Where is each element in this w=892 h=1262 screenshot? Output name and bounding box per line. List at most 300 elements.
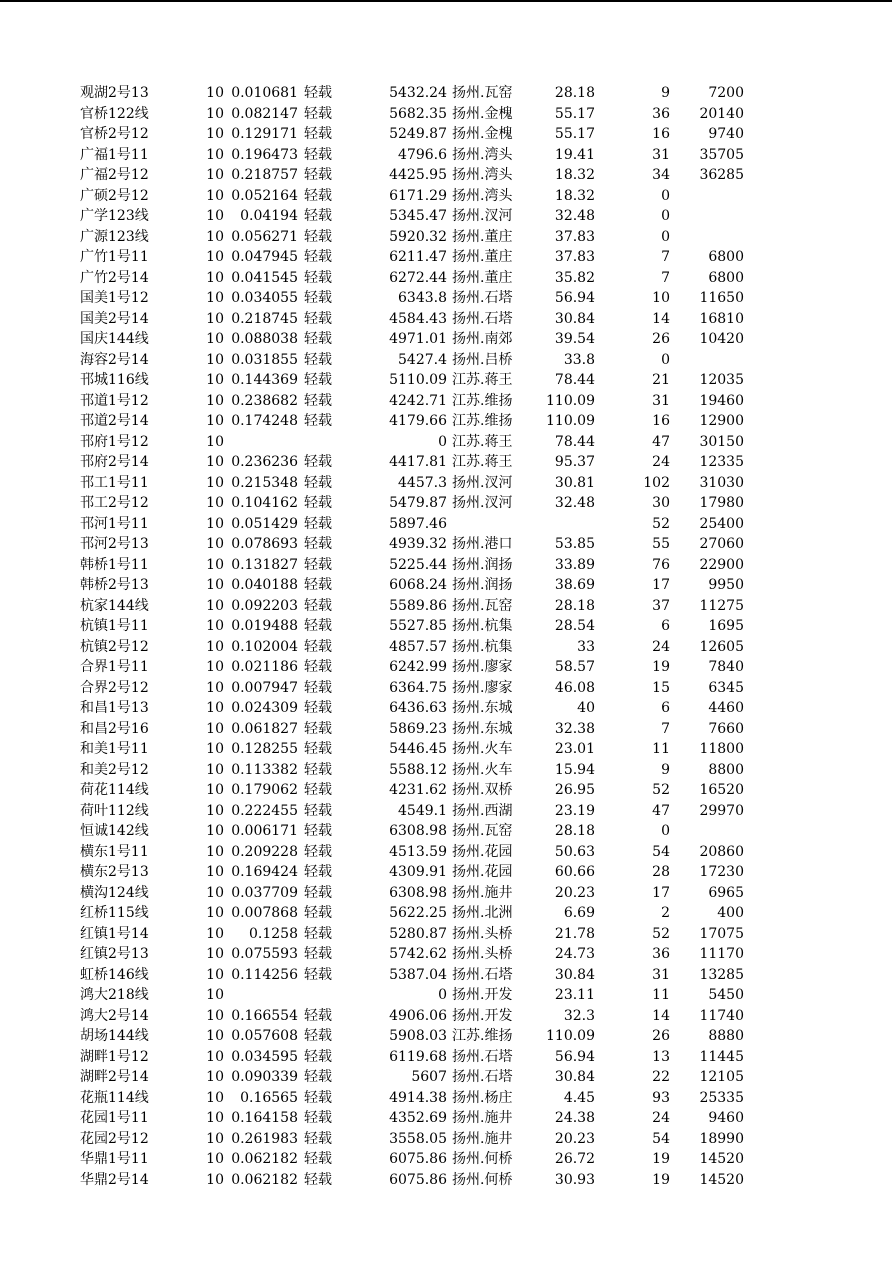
count-cell[interactable]: 7: [661, 720, 670, 737]
capacity-cell[interactable]: 5869.23: [389, 720, 447, 737]
load-rate-cell[interactable]: 0.215348: [231, 474, 298, 491]
count-cell[interactable]: 0: [661, 351, 670, 368]
load-status-cell[interactable]: 轻载: [304, 290, 332, 306]
capacity-total-cell[interactable]: 19460: [699, 392, 744, 409]
voltage-cell[interactable]: 10: [206, 597, 224, 614]
load-rate-cell[interactable]: 0.1258: [249, 925, 298, 942]
line-name-cell[interactable]: 广竹2号14: [80, 269, 149, 286]
length-cell[interactable]: 24.38: [554, 1110, 595, 1126]
length-cell[interactable]: 19.41: [554, 146, 595, 163]
load-rate-cell[interactable]: 0.164158: [231, 1110, 298, 1126]
substation-cell[interactable]: 扬州.吕桥: [452, 351, 513, 368]
length-cell[interactable]: 33: [577, 638, 595, 655]
count-cell[interactable]: 0: [661, 187, 670, 204]
substation-cell[interactable]: 江苏.维扬: [452, 1028, 513, 1044]
line-name-cell[interactable]: 华鼎1号11: [80, 1151, 149, 1167]
length-cell[interactable]: 18.32: [554, 187, 595, 204]
voltage-cell[interactable]: 10: [206, 843, 224, 860]
capacity-cell[interactable]: 5432.24: [389, 85, 447, 101]
capacity-total-cell[interactable]: 9460: [708, 1110, 744, 1126]
substation-cell[interactable]: 扬州.南郊: [452, 331, 513, 347]
count-cell[interactable]: 11: [652, 987, 670, 1003]
count-cell[interactable]: 22: [652, 1069, 670, 1085]
line-name-cell[interactable]: 邗工1号11: [80, 474, 149, 491]
substation-cell[interactable]: 扬州.石塔: [452, 290, 513, 306]
capacity-cell[interactable]: 5607: [411, 1069, 447, 1085]
line-name-cell[interactable]: 广竹1号11: [80, 249, 149, 265]
load-rate-cell[interactable]: 0.057608: [231, 1028, 298, 1044]
voltage-cell[interactable]: 10: [206, 1171, 224, 1188]
load-status-cell[interactable]: 轻载: [304, 515, 332, 532]
length-cell[interactable]: 32.48: [554, 208, 595, 224]
capacity-total-cell[interactable]: 9950: [708, 577, 744, 593]
count-cell[interactable]: 31: [652, 392, 670, 409]
voltage-cell[interactable]: 10: [206, 495, 224, 511]
capacity-cell[interactable]: 6308.98: [389, 823, 447, 839]
count-cell[interactable]: 17: [652, 884, 670, 901]
load-rate-cell[interactable]: 0.047945: [231, 249, 298, 265]
length-cell[interactable]: 78.44: [554, 372, 595, 388]
voltage-cell[interactable]: 10: [206, 1048, 224, 1065]
count-cell[interactable]: 21: [652, 372, 670, 388]
load-status-cell[interactable]: 轻载: [304, 249, 332, 265]
count-cell[interactable]: 16: [652, 413, 670, 429]
substation-cell[interactable]: 扬州.何桥: [452, 1151, 513, 1167]
length-cell[interactable]: 23.01: [554, 741, 595, 757]
count-cell[interactable]: 26: [652, 331, 670, 347]
capacity-total-cell[interactable]: 12105: [699, 1069, 744, 1085]
capacity-total-cell[interactable]: 8880: [708, 1028, 744, 1044]
voltage-cell[interactable]: 10: [206, 905, 224, 921]
voltage-cell[interactable]: 10: [206, 741, 224, 757]
length-cell[interactable]: 58.57: [554, 659, 595, 675]
line-name-cell[interactable]: 广学123线: [80, 208, 149, 224]
capacity-cell[interactable]: 5527.85: [389, 618, 447, 634]
capacity-total-cell[interactable]: 6800: [708, 269, 744, 286]
substation-cell[interactable]: 扬州.金槐: [452, 126, 513, 142]
capacity-cell[interactable]: 5589.86: [389, 597, 447, 614]
length-cell[interactable]: 50.63: [554, 843, 595, 860]
capacity-total-cell[interactable]: 12900: [699, 413, 744, 429]
substation-cell[interactable]: 扬州.石塔: [452, 1048, 513, 1065]
count-cell[interactable]: 34: [652, 167, 670, 183]
voltage-cell[interactable]: 10: [206, 802, 224, 819]
voltage-cell[interactable]: 10: [206, 1151, 224, 1167]
capacity-cell[interactable]: 4857.57: [389, 638, 447, 655]
substation-cell[interactable]: 扬州.湾头: [452, 167, 513, 183]
line-name-cell[interactable]: 和美2号12: [80, 761, 149, 778]
line-name-cell[interactable]: 荷花114线: [80, 782, 149, 798]
capacity-cell[interactable]: 6171.29: [389, 187, 447, 204]
load-rate-cell[interactable]: 0.129171: [231, 126, 298, 142]
length-cell[interactable]: 26.95: [554, 782, 595, 798]
length-cell[interactable]: 24.73: [554, 946, 595, 962]
voltage-cell[interactable]: 10: [206, 1007, 224, 1024]
count-cell[interactable]: 30: [652, 495, 670, 511]
count-cell[interactable]: 16: [652, 126, 670, 142]
count-cell[interactable]: 0: [661, 208, 670, 224]
voltage-cell[interactable]: 10: [206, 433, 224, 450]
count-cell[interactable]: 102: [643, 474, 670, 491]
voltage-cell[interactable]: 10: [206, 556, 224, 573]
capacity-cell[interactable]: 6364.75: [389, 679, 447, 696]
capacity-total-cell[interactable]: 11275: [699, 597, 744, 614]
length-cell[interactable]: 46.08: [554, 679, 595, 696]
length-cell[interactable]: 30.84: [554, 966, 595, 983]
voltage-cell[interactable]: 10: [206, 679, 224, 696]
capacity-cell[interactable]: 4513.59: [389, 843, 447, 860]
capacity-cell[interactable]: 4906.06: [389, 1007, 447, 1024]
count-cell[interactable]: 28: [652, 864, 670, 880]
capacity-total-cell[interactable]: 11170: [699, 946, 744, 962]
line-name-cell[interactable]: 广福2号12: [80, 167, 149, 183]
line-name-cell[interactable]: 合界1号11: [80, 659, 149, 675]
capacity-cell[interactable]: 5908.03: [389, 1028, 447, 1044]
voltage-cell[interactable]: 10: [206, 208, 224, 224]
load-rate-cell[interactable]: 0.114256: [231, 966, 298, 983]
length-cell[interactable]: 23.19: [554, 802, 595, 819]
load-rate-cell[interactable]: 0.169424: [231, 864, 298, 880]
load-status-cell[interactable]: 轻载: [304, 577, 332, 593]
length-cell[interactable]: 60.66: [554, 864, 595, 880]
load-rate-cell[interactable]: 0.052164: [231, 187, 298, 204]
capacity-total-cell[interactable]: 25400: [699, 515, 744, 532]
capacity-cell[interactable]: 4796.6: [398, 146, 447, 163]
voltage-cell[interactable]: 10: [206, 331, 224, 347]
substation-cell[interactable]: 扬州.花园: [452, 843, 513, 860]
substation-cell[interactable]: 扬州.花园: [452, 864, 513, 880]
voltage-cell[interactable]: 10: [206, 351, 224, 368]
load-status-cell[interactable]: 轻载: [304, 761, 332, 778]
length-cell[interactable]: 15.94: [554, 761, 595, 778]
load-rate-cell[interactable]: 0.131827: [231, 556, 298, 573]
load-rate-cell[interactable]: 0.007868: [231, 905, 298, 921]
voltage-cell[interactable]: 10: [206, 105, 224, 122]
load-status-cell[interactable]: 轻载: [304, 659, 332, 675]
load-status-cell[interactable]: 轻载: [304, 413, 332, 429]
voltage-cell[interactable]: 10: [206, 146, 224, 163]
load-rate-cell[interactable]: 0.102004: [231, 638, 298, 655]
capacity-cell[interactable]: 4939.32: [389, 536, 447, 552]
substation-cell[interactable]: 扬州.开发: [452, 1007, 513, 1024]
load-status-cell[interactable]: 轻载: [304, 536, 332, 552]
count-cell[interactable]: 52: [652, 515, 670, 532]
capacity-cell[interactable]: 6211.47: [389, 249, 447, 265]
load-status-cell[interactable]: 轻载: [304, 454, 332, 470]
capacity-total-cell[interactable]: 7840: [708, 659, 744, 675]
voltage-cell[interactable]: 10: [206, 290, 224, 306]
load-rate-cell[interactable]: 0.061827: [231, 720, 298, 737]
load-rate-cell[interactable]: 0.222455: [231, 802, 298, 819]
count-cell[interactable]: 19: [652, 1151, 670, 1167]
substation-cell[interactable]: 江苏.蒋王: [452, 454, 513, 470]
load-status-cell[interactable]: 轻载: [304, 269, 332, 286]
load-status-cell[interactable]: 轻载: [304, 946, 332, 962]
voltage-cell[interactable]: 10: [206, 413, 224, 429]
substation-cell[interactable]: 扬州.施井: [452, 884, 513, 901]
substation-cell[interactable]: 扬州.瓦窑: [452, 85, 513, 101]
capacity-cell[interactable]: 4971.01: [389, 331, 447, 347]
substation-cell[interactable]: 扬州.汊河: [452, 495, 513, 511]
capacity-total-cell[interactable]: 400: [717, 905, 744, 921]
load-status-cell[interactable]: 轻载: [304, 474, 332, 491]
capacity-total-cell[interactable]: 20860: [699, 843, 744, 860]
count-cell[interactable]: 26: [652, 1028, 670, 1044]
substation-cell[interactable]: 扬州.杨庄: [452, 1089, 513, 1106]
load-status-cell[interactable]: 轻载: [304, 1007, 332, 1024]
capacity-cell[interactable]: 6308.98: [389, 884, 447, 901]
substation-cell[interactable]: 扬州.石塔: [452, 310, 513, 327]
load-rate-cell[interactable]: 0.144369: [231, 372, 298, 388]
substation-cell[interactable]: 扬州.施井: [452, 1110, 513, 1126]
voltage-cell[interactable]: 10: [206, 536, 224, 552]
capacity-total-cell[interactable]: 13285: [699, 966, 744, 983]
capacity-cell[interactable]: 4457.3: [398, 474, 447, 491]
voltage-cell[interactable]: 10: [206, 925, 224, 942]
count-cell[interactable]: 55: [652, 536, 670, 552]
line-name-cell[interactable]: 横东2号13: [80, 864, 149, 880]
load-rate-cell[interactable]: 0.040188: [231, 577, 298, 593]
line-name-cell[interactable]: 国美1号12: [80, 290, 149, 306]
substation-cell[interactable]: 扬州.润扬: [452, 577, 513, 593]
load-status-cell[interactable]: 轻载: [304, 905, 332, 921]
count-cell[interactable]: 10: [652, 290, 670, 306]
capacity-total-cell[interactable]: 20140: [699, 105, 744, 122]
length-cell[interactable]: 95.37: [554, 454, 595, 470]
count-cell[interactable]: 36: [652, 105, 670, 122]
line-name-cell[interactable]: 横沟124线: [80, 884, 149, 901]
capacity-total-cell[interactable]: 9740: [708, 126, 744, 142]
count-cell[interactable]: 2: [661, 905, 670, 921]
load-rate-cell[interactable]: 0.092203: [231, 597, 298, 614]
load-status-cell[interactable]: 轻载: [304, 351, 332, 368]
count-cell[interactable]: 9: [661, 85, 670, 101]
line-name-cell[interactable]: 湖畔2号14: [80, 1069, 149, 1085]
voltage-cell[interactable]: 10: [206, 310, 224, 327]
substation-cell[interactable]: 江苏.维扬: [452, 392, 513, 409]
substation-cell[interactable]: 扬州.廖家: [452, 659, 513, 675]
length-cell[interactable]: 28.18: [554, 823, 595, 839]
substation-cell[interactable]: 扬州.董庄: [452, 269, 513, 286]
load-status-cell[interactable]: 轻载: [304, 1171, 332, 1188]
length-cell[interactable]: 32.48: [554, 495, 595, 511]
length-cell[interactable]: 35.82: [554, 269, 595, 286]
substation-cell[interactable]: 扬州.瓦窑: [452, 823, 513, 839]
capacity-total-cell[interactable]: 6800: [708, 249, 744, 265]
capacity-total-cell[interactable]: 16520: [699, 782, 744, 798]
load-rate-cell[interactable]: 0.024309: [231, 700, 298, 716]
length-cell[interactable]: 55.17: [554, 126, 595, 142]
load-status-cell[interactable]: 轻载: [304, 1069, 332, 1085]
load-status-cell[interactable]: 轻载: [304, 556, 332, 573]
length-cell[interactable]: 56.94: [554, 290, 595, 306]
load-rate-cell[interactable]: 0.218745: [231, 310, 298, 327]
voltage-cell[interactable]: 10: [206, 126, 224, 142]
voltage-cell[interactable]: 10: [206, 249, 224, 265]
capacity-total-cell[interactable]: 17230: [699, 864, 744, 880]
load-status-cell[interactable]: 轻载: [304, 966, 332, 983]
length-cell[interactable]: 56.94: [554, 1048, 595, 1065]
line-name-cell[interactable]: 花园2号12: [80, 1130, 149, 1147]
length-cell[interactable]: 33.89: [554, 556, 595, 573]
capacity-total-cell[interactable]: 35705: [699, 146, 744, 163]
substation-cell[interactable]: 江苏.维扬: [452, 413, 513, 429]
length-cell[interactable]: 38.69: [554, 577, 595, 593]
count-cell[interactable]: 11: [652, 741, 670, 757]
load-rate-cell[interactable]: 0.238682: [231, 392, 298, 409]
substation-cell[interactable]: 江苏.蒋王: [452, 433, 513, 450]
capacity-cell[interactable]: 5225.44: [389, 556, 447, 573]
load-status-cell[interactable]: 轻载: [304, 638, 332, 655]
length-cell[interactable]: 110.09: [546, 392, 595, 409]
line-name-cell[interactable]: 邗道1号12: [80, 392, 149, 409]
count-cell[interactable]: 54: [652, 843, 670, 860]
line-name-cell[interactable]: 鸿大218线: [80, 987, 149, 1003]
capacity-cell[interactable]: 5588.12: [389, 761, 447, 778]
count-cell[interactable]: 17: [652, 577, 670, 593]
load-rate-cell[interactable]: 0.218757: [231, 167, 298, 183]
substation-cell[interactable]: 扬州.双桥: [452, 782, 513, 798]
voltage-cell[interactable]: 10: [206, 864, 224, 880]
line-name-cell[interactable]: 杭镇2号12: [80, 638, 149, 655]
length-cell[interactable]: 78.44: [554, 433, 595, 450]
load-status-cell[interactable]: 轻载: [304, 782, 332, 798]
line-name-cell[interactable]: 杭镇1号11: [80, 618, 149, 634]
count-cell[interactable]: 6: [661, 618, 670, 634]
count-cell[interactable]: 47: [652, 802, 670, 819]
voltage-cell[interactable]: 10: [206, 515, 224, 532]
line-name-cell[interactable]: 横东1号11: [80, 843, 149, 860]
line-name-cell[interactable]: 广福1号11: [80, 146, 149, 163]
voltage-cell[interactable]: 10: [206, 761, 224, 778]
count-cell[interactable]: 31: [652, 966, 670, 983]
capacity-total-cell[interactable]: 11800: [699, 741, 744, 757]
capacity-cell[interactable]: 4914.38: [389, 1089, 447, 1106]
substation-cell[interactable]: 扬州.杭集: [452, 618, 513, 634]
voltage-cell[interactable]: 10: [206, 987, 224, 1003]
capacity-cell[interactable]: 5897.46: [389, 515, 447, 532]
capacity-total-cell[interactable]: 12035: [699, 372, 744, 388]
capacity-total-cell[interactable]: 8800: [708, 761, 744, 778]
load-status-cell[interactable]: 轻载: [304, 187, 332, 204]
substation-cell[interactable]: 扬州.北洲: [452, 905, 513, 921]
capacity-cell[interactable]: 5387.04: [389, 966, 447, 983]
count-cell[interactable]: 14: [652, 1007, 670, 1024]
load-rate-cell[interactable]: 0.010681: [231, 85, 298, 101]
length-cell[interactable]: 39.54: [554, 331, 595, 347]
substation-cell[interactable]: 扬州.火车: [452, 741, 513, 757]
count-cell[interactable]: 0: [661, 228, 670, 245]
capacity-cell[interactable]: 3558.05: [389, 1130, 447, 1147]
count-cell[interactable]: 24: [652, 1110, 670, 1126]
count-cell[interactable]: 15: [652, 679, 670, 696]
line-name-cell[interactable]: 韩桥1号11: [80, 556, 149, 573]
load-status-cell[interactable]: 轻载: [304, 720, 332, 737]
line-name-cell[interactable]: 荷叶112线: [80, 802, 149, 819]
capacity-total-cell[interactable]: 1695: [708, 618, 744, 634]
line-name-cell[interactable]: 官桥122线: [80, 105, 149, 122]
load-status-cell[interactable]: 轻载: [304, 802, 332, 819]
capacity-total-cell[interactable]: 17075: [699, 925, 744, 942]
line-name-cell[interactable]: 韩桥2号13: [80, 577, 149, 593]
line-name-cell[interactable]: 国庆144线: [80, 331, 149, 347]
line-name-cell[interactable]: 邗工2号12: [80, 495, 149, 511]
voltage-cell[interactable]: 10: [206, 618, 224, 634]
capacity-total-cell[interactable]: 7660: [708, 720, 744, 737]
substation-cell[interactable]: 扬州.瓦窑: [452, 597, 513, 614]
voltage-cell[interactable]: 10: [206, 884, 224, 901]
substation-cell[interactable]: 扬州.火车: [452, 761, 513, 778]
capacity-cell[interactable]: 6272.44: [389, 269, 447, 286]
capacity-cell[interactable]: 4584.43: [389, 310, 447, 327]
substation-cell[interactable]: 扬州.润扬: [452, 556, 513, 573]
load-status-cell[interactable]: 轻载: [304, 741, 332, 757]
load-status-cell[interactable]: 轻载: [304, 1151, 332, 1167]
load-rate-cell[interactable]: 0.128255: [231, 741, 298, 757]
load-rate-cell[interactable]: 0.090339: [231, 1069, 298, 1085]
line-name-cell[interactable]: 和昌1号13: [80, 700, 149, 716]
capacity-cell[interactable]: 6242.99: [389, 659, 447, 675]
length-cell[interactable]: 33.8: [563, 351, 595, 368]
count-cell[interactable]: 52: [652, 925, 670, 942]
load-status-cell[interactable]: 轻载: [304, 392, 332, 409]
count-cell[interactable]: 13: [652, 1048, 670, 1065]
line-name-cell[interactable]: 红镇2号13: [80, 946, 149, 962]
substation-cell[interactable]: 江苏.蒋王: [452, 372, 513, 388]
load-rate-cell[interactable]: 0.088038: [231, 331, 298, 347]
substation-cell[interactable]: 扬州.石塔: [452, 966, 513, 983]
length-cell[interactable]: 30.93: [554, 1171, 595, 1188]
length-cell[interactable]: 32.38: [554, 720, 595, 737]
load-status-cell[interactable]: 轻载: [304, 228, 332, 245]
line-name-cell[interactable]: 和美1号11: [80, 741, 149, 757]
capacity-total-cell[interactable]: 11445: [699, 1048, 744, 1065]
count-cell[interactable]: 9: [661, 761, 670, 778]
line-name-cell[interactable]: 广源123线: [80, 228, 149, 245]
voltage-cell[interactable]: 10: [206, 85, 224, 101]
load-rate-cell[interactable]: 0.16565: [240, 1089, 298, 1106]
load-rate-cell[interactable]: 0.062182: [231, 1151, 298, 1167]
voltage-cell[interactable]: 10: [206, 1069, 224, 1085]
capacity-total-cell[interactable]: 7200: [708, 85, 744, 101]
capacity-cell[interactable]: 6119.68: [389, 1048, 447, 1065]
capacity-cell[interactable]: 4179.66: [389, 413, 447, 429]
substation-cell[interactable]: 扬州.东城: [452, 720, 513, 737]
load-status-cell[interactable]: 轻载: [304, 105, 332, 122]
line-name-cell[interactable]: 邗城116线: [80, 372, 149, 388]
capacity-total-cell[interactable]: 6345: [708, 679, 744, 696]
load-status-cell[interactable]: 轻载: [304, 597, 332, 614]
capacity-total-cell[interactable]: 6965: [708, 884, 744, 901]
length-cell[interactable]: 30.84: [554, 310, 595, 327]
voltage-cell[interactable]: 10: [206, 392, 224, 409]
capacity-cell[interactable]: 6068.24: [389, 577, 447, 593]
capacity-cell[interactable]: 6075.86: [389, 1151, 447, 1167]
length-cell[interactable]: 23.11: [554, 987, 595, 1003]
count-cell[interactable]: 31: [652, 146, 670, 163]
capacity-total-cell[interactable]: 11740: [699, 1007, 744, 1024]
voltage-cell[interactable]: 10: [206, 187, 224, 204]
line-name-cell[interactable]: 花园1号11: [80, 1110, 149, 1126]
length-cell[interactable]: 110.09: [546, 413, 595, 429]
length-cell[interactable]: 55.17: [554, 105, 595, 122]
capacity-cell[interactable]: 5479.87: [389, 495, 447, 511]
capacity-cell[interactable]: 6436.63: [389, 700, 447, 716]
capacity-cell[interactable]: 4417.81: [389, 454, 447, 470]
voltage-cell[interactable]: 10: [206, 823, 224, 839]
count-cell[interactable]: 54: [652, 1130, 670, 1147]
line-name-cell[interactable]: 红镇1号14: [80, 925, 149, 942]
